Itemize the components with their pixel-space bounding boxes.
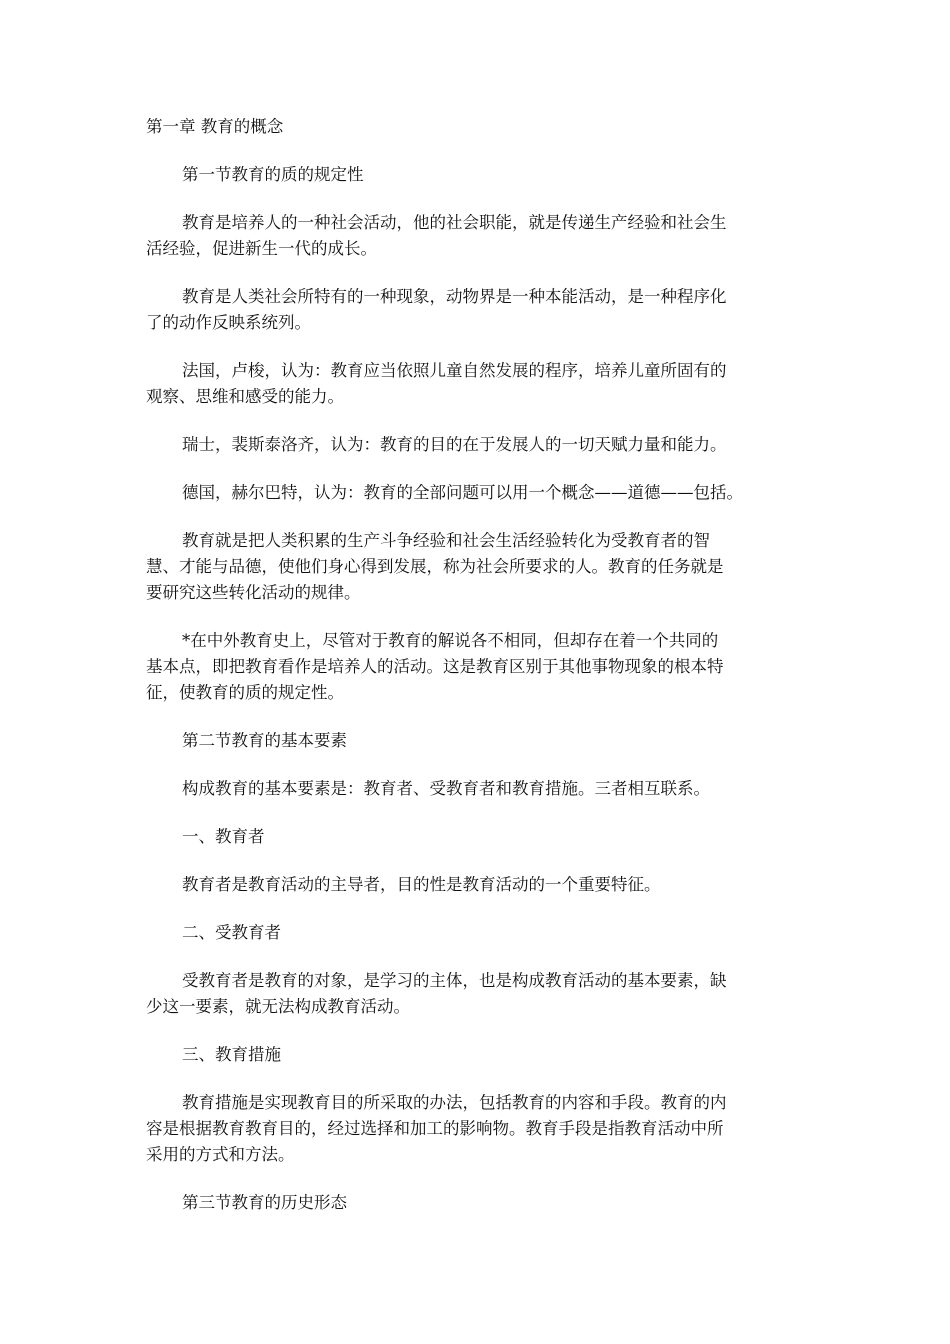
paragraph-line: 征，使教育的质的规定性。	[146, 683, 344, 702]
section-title-text: 第三节教育的历史形态	[182, 1193, 347, 1212]
paragraph-line: 构成教育的基本要素是：教育者、受教育者和教育措施。三者相互联系。	[182, 779, 710, 798]
paragraph-line: 教育就是把人类积累的生产斗争经验和社会生活经验转化为受教育者的智	[182, 531, 710, 550]
paragraph-line: 要研究这些转化活动的规律。	[146, 583, 361, 602]
paragraph	[146, 872, 810, 898]
paragraph-line: 教育措施是实现教育目的所采取的办法，包括教育的内容和手段。教育的内	[182, 1093, 727, 1112]
section-title	[146, 728, 810, 754]
paragraph-line: 容是根据教育教育目的，经过选择和加工的影响物。教育手段是指教育活动中所	[146, 1119, 724, 1138]
section-title-text: 第二节教育的基本要素	[182, 731, 347, 750]
subsection-title	[146, 1042, 810, 1068]
section-title	[146, 162, 810, 188]
paragraph	[146, 358, 810, 410]
paragraph-line: 基本点，即把教育看作是培养人的活动。这是教育区别于其他事物现象的根本特	[146, 657, 724, 676]
subsection-title-text: 一、教育者	[182, 827, 265, 846]
paragraph	[146, 432, 810, 458]
subsection-title	[146, 824, 810, 850]
chapter-title	[146, 114, 810, 140]
paragraph-line: 了的动作反映系统列。	[146, 313, 311, 332]
paragraph	[146, 968, 810, 1020]
paragraph-line: 教育是人类社会所特有的一种现象，动物界是一种本能活动，是一种程序化	[182, 287, 727, 306]
paragraph	[146, 528, 810, 606]
paragraph-line: 少这一要素，就无法构成教育活动。	[146, 997, 410, 1016]
paragraph	[146, 628, 810, 706]
paragraph-line: 德国，赫尔巴特，认为：教育的全部问题可以用一个概念——道德——包括。	[182, 483, 743, 502]
paragraph	[146, 210, 810, 262]
chapter-title-text: 第一章 教育的概念	[146, 117, 284, 136]
paragraph-line: 瑞士，裴斯泰洛齐，认为：教育的目的在于发展人的一切天赋力量和能力。	[182, 435, 727, 454]
paragraph	[146, 776, 810, 802]
paragraph-line: 慧、才能与品德，使他们身心得到发展，称为社会所要求的人。教育的任务就是	[146, 557, 724, 576]
paragraph-line: 观察、思维和感受的能力。	[146, 387, 344, 406]
paragraph-line: 活经验，促进新生一代的成长。	[146, 239, 377, 258]
paragraph-line: *在中外教育史上，尽管对于教育的解说各不相同，但却存在着一个共同的	[182, 631, 719, 650]
paragraph	[146, 284, 810, 336]
subsection-title-text: 三、教育措施	[182, 1045, 281, 1064]
paragraph	[146, 1090, 810, 1168]
subsection-title-text: 二、受教育者	[182, 923, 281, 942]
document-body	[146, 114, 810, 1238]
paragraph-line: 教育者是教育活动的主导者，目的性是教育活动的一个重要特征。	[182, 875, 661, 894]
section-title-text: 第一节教育的质的规定性	[182, 165, 364, 184]
paragraph-line: 受教育者是教育的对象，是学习的主体，也是构成教育活动的基本要素，缺	[182, 971, 727, 990]
paragraph-line: 教育是培养人的一种社会活动，他的社会职能，就是传递生产经验和社会生	[182, 213, 727, 232]
section-title	[146, 1190, 810, 1216]
paragraph-line: 采用的方式和方法。	[146, 1145, 295, 1164]
subsection-title	[146, 920, 810, 946]
paragraph	[146, 480, 810, 506]
paragraph-line: 法国，卢梭，认为：教育应当依照儿童自然发展的程序，培养儿童所固有的	[182, 361, 727, 380]
